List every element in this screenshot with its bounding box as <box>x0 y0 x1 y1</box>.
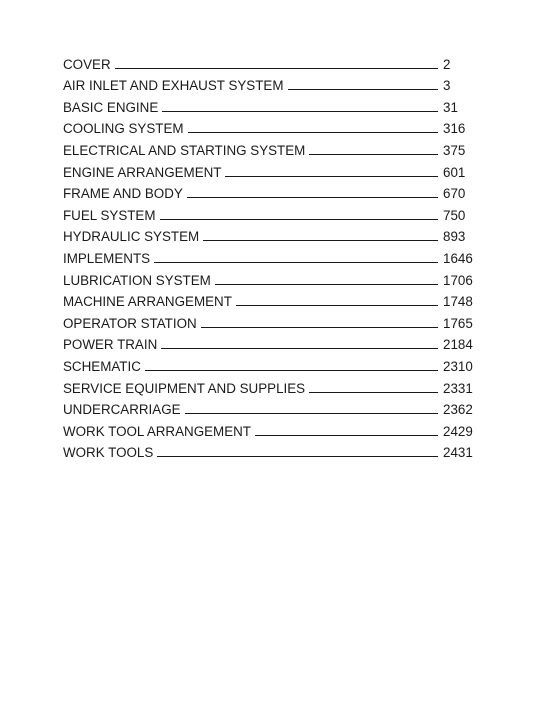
toc-entry-cooling-system[interactable] <box>63 116 475 138</box>
toc-entry-title: ELECTRICAL AND STARTING SYSTEM <box>63 142 306 158</box>
toc-entry-page-number: 2331 <box>443 380 473 396</box>
toc-leader-line <box>115 68 438 69</box>
toc-entry-electrical-and-starting-system[interactable] <box>63 137 475 159</box>
toc-entry-page-number: 316 <box>443 121 466 137</box>
toc-entry-page-number: 601 <box>443 164 466 180</box>
toc-entry-page-number: 2310 <box>443 358 473 374</box>
toc-leader-line <box>187 197 438 198</box>
toc-leader-line <box>236 305 438 306</box>
toc-entry-page-number: 2431 <box>443 445 473 461</box>
toc-entry-title: UNDERCARRIAGE <box>63 402 181 418</box>
toc-entry-title: WORK TOOLS <box>63 445 154 461</box>
toc-entry-title: SCHEMATIC <box>63 358 141 374</box>
toc-entry-title: ENGINE ARRANGEMENT <box>63 164 222 180</box>
toc-entry-page-number: 2362 <box>443 402 473 418</box>
toc-entry-title: FUEL SYSTEM <box>63 207 156 223</box>
toc-entry-title: COOLING SYSTEM <box>63 121 184 137</box>
toc-entry-title: HYDRAULIC SYSTEM <box>63 229 200 245</box>
toc-entry-operator-station[interactable] <box>63 310 475 332</box>
toc-entry-page-number: 2184 <box>443 337 473 353</box>
toc-entry-service-equipment-and-supplies[interactable] <box>63 375 475 397</box>
toc-entry-title: COVER <box>63 56 111 72</box>
toc-entry-page-number: 670 <box>443 186 466 202</box>
toc-entry-basic-engine[interactable] <box>63 94 475 116</box>
toc-entry-air-inlet-and-exhaust-system[interactable] <box>63 73 475 95</box>
toc-leader-line <box>225 176 438 177</box>
toc-entry-title: POWER TRAIN <box>63 337 158 353</box>
toc-entry-cover[interactable] <box>63 51 475 73</box>
toc-leader-line <box>201 327 438 328</box>
toc-entry-work-tool-arrangement[interactable] <box>63 418 475 440</box>
toc-entry-schematic[interactable] <box>63 353 475 375</box>
toc-entry-hydraulic-system[interactable] <box>63 224 475 246</box>
toc-entry-page-number: 1646 <box>443 250 473 266</box>
toc-entry-work-tools[interactable] <box>63 440 475 462</box>
toc-entry-title: WORK TOOL ARRANGEMENT <box>63 423 251 439</box>
toc-entry-power-train[interactable] <box>63 332 475 354</box>
toc-entry-page-number: 750 <box>443 207 466 223</box>
toc-leader-line <box>188 132 438 133</box>
toc-leader-line <box>288 89 438 90</box>
toc-entry-lubrication-system[interactable] <box>63 267 475 289</box>
toc-leader-line <box>157 456 438 457</box>
toc-entry-title: IMPLEMENTS <box>63 250 151 266</box>
toc-entry-page-number: 2429 <box>443 423 473 439</box>
toc-entry-page-number: 1706 <box>443 272 473 288</box>
toc-entry-title: BASIC ENGINE <box>63 99 159 115</box>
toc-entry-page-number: 1765 <box>443 315 473 331</box>
toc-leader-line <box>160 219 438 220</box>
toc-entry-title: SERVICE EQUIPMENT AND SUPPLIES <box>63 380 306 396</box>
toc-entry-page-number: 375 <box>443 142 466 158</box>
toc-leader-line <box>154 262 438 263</box>
toc-leader-line <box>145 370 438 371</box>
toc-leader-line <box>309 154 438 155</box>
toc-entry-machine-arrangement[interactable] <box>63 289 475 311</box>
toc-leader-line <box>309 392 438 393</box>
toc-entry-frame-and-body[interactable] <box>63 181 475 203</box>
table-of-contents <box>63 51 475 461</box>
toc-entry-implements[interactable] <box>63 245 475 267</box>
toc-leader-line <box>203 240 438 241</box>
toc-entry-fuel-system[interactable] <box>63 202 475 224</box>
toc-entry-page-number: 2 <box>443 56 451 72</box>
toc-entry-page-number: 893 <box>443 229 466 245</box>
toc-entry-title: AIR INLET AND EXHAUST SYSTEM <box>63 78 284 94</box>
toc-entry-page-number: 3 <box>443 78 451 94</box>
toc-entry-page-number: 31 <box>443 99 458 115</box>
toc-entry-title: FRAME AND BODY <box>63 186 183 202</box>
toc-entry-title: OPERATOR STATION <box>63 315 197 331</box>
toc-leader-line <box>185 413 438 414</box>
toc-entry-page-number: 1748 <box>443 294 473 310</box>
toc-entry-title: LUBRICATION SYSTEM <box>63 272 211 288</box>
toc-leader-line <box>215 284 438 285</box>
toc-entry-engine-arrangement[interactable] <box>63 159 475 181</box>
toc-leader-line <box>162 111 438 112</box>
toc-leader-line <box>161 348 438 349</box>
toc-entry-undercarriage[interactable] <box>63 397 475 419</box>
toc-entry-title: MACHINE ARRANGEMENT <box>63 294 232 310</box>
toc-leader-line <box>255 435 438 436</box>
